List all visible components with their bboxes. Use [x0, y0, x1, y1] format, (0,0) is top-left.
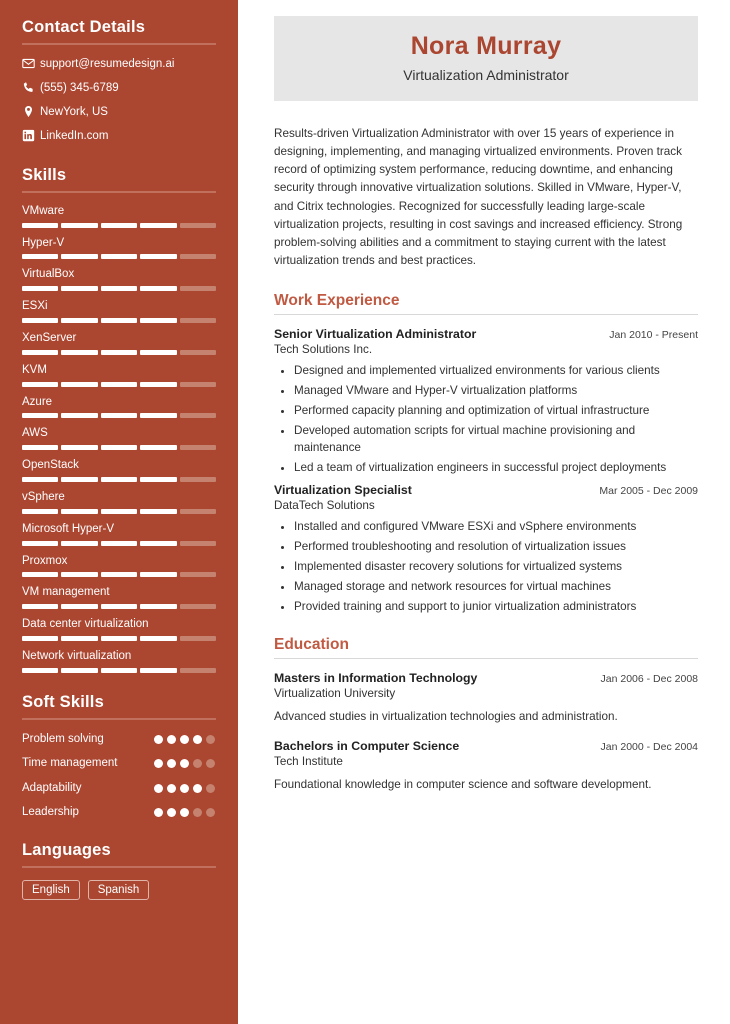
skill-bar-segment [22, 636, 58, 641]
skill-bar-segment [101, 572, 137, 577]
skill-bar-segment [22, 572, 58, 577]
experience-bullet: • Performed troubleshooting and resolution of virtualization issues [294, 539, 698, 556]
skill-bar-segment [180, 223, 216, 228]
skill-bar-segment [140, 350, 176, 355]
soft-skill-item [22, 756, 216, 772]
skill-label: Network virtualization [22, 649, 132, 662]
skill-bar-segment [61, 604, 97, 609]
entry-header [274, 327, 698, 341]
rating-dot [193, 759, 202, 768]
skill-level-bar [22, 445, 216, 450]
skill-bar-segment [140, 572, 176, 577]
languages-list [22, 880, 216, 900]
skill-label: vSphere [22, 490, 65, 503]
rating-dot [167, 784, 176, 793]
skill-bar-segment [140, 382, 176, 387]
skill-item [22, 650, 216, 673]
skill-bar-segment [61, 668, 97, 673]
education-entry [274, 671, 698, 726]
soft-skill-item [22, 781, 216, 797]
skill-bar-segment [22, 541, 58, 546]
skill-bar-segment [180, 636, 216, 641]
skill-bar-segment [101, 636, 137, 641]
contact-item-location [22, 105, 216, 120]
entry-header [274, 739, 698, 753]
education-section [274, 636, 698, 794]
skill-bar-segment [140, 445, 176, 450]
work-experience-section [274, 292, 698, 616]
contact-phone-text: (555) 345-6789 [40, 81, 119, 94]
skill-bar-segment [140, 254, 176, 259]
section-divider [22, 191, 216, 193]
skill-bar-segment [22, 604, 58, 609]
skill-bar-segment [180, 318, 216, 323]
skill-bar-segment [140, 477, 176, 482]
skill-label: Data center virtualization [22, 618, 149, 631]
candidate-name: Nora Murray [410, 32, 562, 60]
skill-label: Microsoft Hyper-V [22, 522, 115, 535]
skill-bar-segment [140, 636, 176, 641]
entry-header [274, 671, 698, 685]
skill-label: VirtualBox [22, 268, 75, 281]
skill-bar-segment [180, 572, 216, 577]
rating-dot [180, 808, 189, 817]
skill-item [22, 300, 216, 323]
skill-bar-segment [180, 477, 216, 482]
skill-bar-segment [101, 477, 137, 482]
soft-skill-rating [154, 805, 216, 817]
skill-level-bar [22, 541, 216, 546]
education-degree: Masters in Information Technology [274, 670, 478, 685]
sidebar [0, 0, 238, 1024]
skill-bar-segment [22, 668, 58, 673]
section-divider [22, 43, 216, 45]
skill-bar-segment [180, 350, 216, 355]
rating-dot [180, 784, 189, 793]
candidate-job-title: Virtualization Administrator [403, 67, 569, 83]
skill-bar-segment [61, 509, 97, 514]
experience-bullet: • Performed capacity planning and optimization of virtual infrastructure [294, 403, 698, 420]
skill-bar-segment [101, 604, 137, 609]
skill-bar-segment [180, 254, 216, 259]
skill-bar-segment [101, 668, 137, 673]
skill-level-bar [22, 318, 216, 323]
section-divider [274, 658, 698, 659]
skill-level-bar [22, 572, 216, 577]
main-content [238, 0, 730, 1024]
skill-item [22, 459, 216, 482]
rating-dot [193, 784, 202, 793]
rating-dot [206, 784, 215, 793]
skill-bar-segment [180, 604, 216, 609]
language-chip: Spanish [88, 880, 150, 900]
education-description: Foundational knowledge in computer science and software development. [274, 778, 652, 792]
phone-icon [22, 81, 40, 94]
skill-bar-segment [101, 254, 137, 259]
contact-item-linkedin[interactable] [22, 129, 216, 144]
education-institution: Virtualization University [274, 686, 396, 700]
skill-label: XenServer [22, 331, 77, 344]
skill-bar-segment [61, 318, 97, 323]
rating-dot [154, 759, 163, 768]
skill-bar-segment [140, 604, 176, 609]
skill-label: Azure [22, 395, 53, 408]
soft-skill-item [22, 732, 216, 748]
skill-bar-segment [61, 413, 97, 418]
experience-bullet: • Designed and implemented virtualized environments for various clients [294, 363, 698, 380]
skill-bar-segment [61, 254, 97, 259]
experience-date: Jan 2010 - Present [609, 329, 698, 341]
skill-item [22, 332, 216, 355]
skill-bar-segment [140, 413, 176, 418]
rating-dot [180, 759, 189, 768]
rating-dot [167, 735, 176, 744]
education-institution: Tech Institute [274, 755, 343, 769]
skill-bar-segment [101, 445, 137, 450]
section-divider [274, 314, 698, 315]
experience-organization: Tech Solutions Inc. [274, 343, 373, 356]
skill-bar-segment [61, 223, 97, 228]
skill-level-bar [22, 350, 216, 355]
skill-level-bar [22, 223, 216, 228]
skill-bar-segment [61, 477, 97, 482]
skill-level-bar [22, 509, 216, 514]
experience-bullet: • Developed automation scripts for virtual machine provisioning and maintenance [294, 423, 698, 457]
rating-dot [154, 784, 163, 793]
work-experience-heading: Work Experience [274, 292, 400, 309]
skill-label: VM management [22, 586, 110, 599]
experience-entry [274, 327, 698, 477]
section-divider [22, 866, 216, 868]
experience-entry [274, 483, 698, 616]
contact-location-text: NewYork, US [40, 105, 108, 118]
skill-bar-segment [101, 350, 137, 355]
skill-bar-segment [61, 636, 97, 641]
skill-bar-segment [101, 318, 137, 323]
skill-item [22, 268, 216, 291]
experience-bullet: • Provided training and support to junior virtualization administrators [294, 599, 698, 616]
experience-organization: DataTech Solutions [274, 498, 375, 512]
experience-bullet: • Installed and configured VMware ESXi and vSphere environments [294, 519, 698, 536]
soft-skill-rating [154, 756, 216, 768]
skill-bar-segment [180, 445, 216, 450]
skill-bar-segment [101, 413, 137, 418]
skill-level-bar [22, 286, 216, 291]
languages-heading: Languages [22, 840, 111, 859]
skill-bar-segment [140, 223, 176, 228]
professional-summary: Results-driven Virtualization Administrator with over 15 years of experience in designing, implementing, and managing virtualized environments. Proven track record of optimizing system performance, reducing downtime, and enhancing security through innovative virtualization solutions. Skilled in VMware, Hyper-V, and Citrix technologies. Recognized for successfully leading large-scale virtualization projects, resulting in cost savings and increased efficiency. Strong problem-solving abilities and a commitment to staying current with the latest virtualization trends and best practices. [274, 127, 683, 267]
skill-item [22, 618, 216, 641]
skill-bar-segment [180, 668, 216, 673]
skill-item [22, 491, 216, 514]
soft-skill-label: Time management [22, 757, 118, 770]
section-divider [22, 718, 216, 720]
skill-bar-segment [22, 254, 58, 259]
skill-item [22, 396, 216, 419]
skill-bar-segment [101, 541, 137, 546]
skill-bar-segment [61, 350, 97, 355]
soft-skill-item [22, 805, 216, 821]
skill-bar-segment [180, 382, 216, 387]
experience-bullet: • Managed VMware and Hyper-V virtualization platforms [294, 383, 698, 400]
skill-label: VMware [22, 204, 65, 217]
contact-details-heading: Contact Details [22, 18, 146, 36]
skill-label: Hyper-V [22, 236, 65, 249]
skill-item [22, 364, 216, 387]
experience-date: Mar 2005 - Dec 2009 [599, 484, 698, 497]
education-list [274, 671, 698, 794]
education-date: Jan 2000 - Dec 2004 [600, 741, 698, 754]
name-header-block [274, 16, 698, 101]
skill-label: OpenStack [22, 459, 79, 472]
skill-bar-segment [140, 541, 176, 546]
soft-skill-label: Leadership [22, 806, 79, 819]
rating-dot [180, 735, 189, 744]
skill-bar-segment [22, 382, 58, 387]
education-entry [274, 739, 698, 794]
skill-bar-segment [61, 286, 97, 291]
experience-bullet: • Implemented disaster recovery solutions for virtualized systems [294, 559, 698, 576]
skill-bar-segment [61, 445, 97, 450]
skill-bar-segment [180, 286, 216, 291]
rating-dot [206, 808, 215, 817]
education-date: Jan 2006 - Dec 2008 [600, 672, 698, 685]
skill-bar-segment [180, 509, 216, 514]
soft-skill-label: Problem solving [22, 732, 104, 745]
skill-bar-segment [140, 318, 176, 323]
soft-skills-list [22, 732, 216, 821]
contact-list [22, 57, 216, 144]
education-degree: Bachelors in Computer Science [274, 739, 460, 754]
skill-bar-segment [22, 413, 58, 418]
location-pin-icon [22, 105, 40, 118]
skills-list [22, 205, 216, 673]
skill-bar-segment [22, 223, 58, 228]
rating-dot [193, 735, 202, 744]
skill-level-bar [22, 382, 216, 387]
skill-item [22, 237, 216, 260]
experience-bullet: • Led a team of virtualization engineers in successful project deployments [294, 460, 698, 477]
contact-item-email[interactable] [22, 57, 216, 72]
skill-bar-segment [140, 668, 176, 673]
skill-level-bar [22, 477, 216, 482]
experience-bullet-list [274, 363, 698, 477]
skill-bar-segment [180, 413, 216, 418]
experience-list [274, 327, 698, 616]
skill-bar-segment [22, 286, 58, 291]
rating-dot [167, 808, 176, 817]
contact-item-phone[interactable] [22, 81, 216, 96]
skill-item [22, 523, 216, 546]
rating-dot [154, 808, 163, 817]
skills-heading: Skills [22, 165, 67, 184]
soft-skills-heading: Soft Skills [22, 692, 104, 711]
soft-skill-rating [154, 732, 216, 744]
rating-dot [167, 759, 176, 768]
skill-item [22, 586, 216, 609]
experience-title: Senior Virtualization Administrator [274, 327, 477, 341]
skill-bar-segment [61, 541, 97, 546]
experience-bullet-list [274, 519, 698, 616]
skill-level-bar [22, 604, 216, 609]
skill-level-bar [22, 668, 216, 673]
skill-level-bar [22, 636, 216, 641]
skill-label: AWS [22, 427, 48, 440]
skill-level-bar [22, 413, 216, 418]
skill-bar-segment [101, 223, 137, 228]
skill-bar-segment [140, 509, 176, 514]
skill-level-bar [22, 254, 216, 259]
education-description: Advanced studies in virtualization technologies and administration. [274, 709, 618, 723]
skill-item [22, 555, 216, 578]
rating-dot [206, 759, 215, 768]
skill-bar-segment [22, 509, 58, 514]
skill-bar-segment [101, 509, 137, 514]
skill-bar-segment [22, 477, 58, 482]
experience-title: Virtualization Specialist [274, 482, 412, 497]
envelope-icon [22, 57, 40, 70]
skill-item [22, 205, 216, 228]
skill-bar-segment [22, 445, 58, 450]
skill-label: Proxmox [22, 554, 68, 567]
rating-dot [193, 808, 202, 817]
contact-linkedin-text: LinkedIn.com [40, 129, 109, 142]
skill-label: KVM [22, 363, 47, 376]
experience-bullet: • Managed storage and network resources for virtual machines [294, 579, 698, 596]
entry-header [274, 483, 698, 497]
rating-dot [206, 735, 215, 744]
linkedin-icon [22, 129, 40, 142]
education-heading: Education [274, 635, 349, 653]
rating-dot [154, 735, 163, 744]
language-chip: English [22, 880, 80, 900]
skill-label: ESXi [22, 300, 48, 313]
skill-bar-segment [101, 286, 137, 291]
skill-bar-segment [61, 382, 97, 387]
skill-bar-segment [180, 541, 216, 546]
skill-bar-segment [22, 350, 58, 355]
soft-skill-rating [154, 781, 216, 793]
soft-skill-label: Adaptability [22, 781, 82, 794]
contact-email-text: support@resumedesign.ai [40, 58, 175, 70]
skill-bar-segment [101, 382, 137, 387]
skill-bar-segment [140, 286, 176, 291]
skill-bar-segment [22, 318, 58, 323]
skill-item [22, 427, 216, 450]
skill-bar-segment [61, 572, 97, 577]
